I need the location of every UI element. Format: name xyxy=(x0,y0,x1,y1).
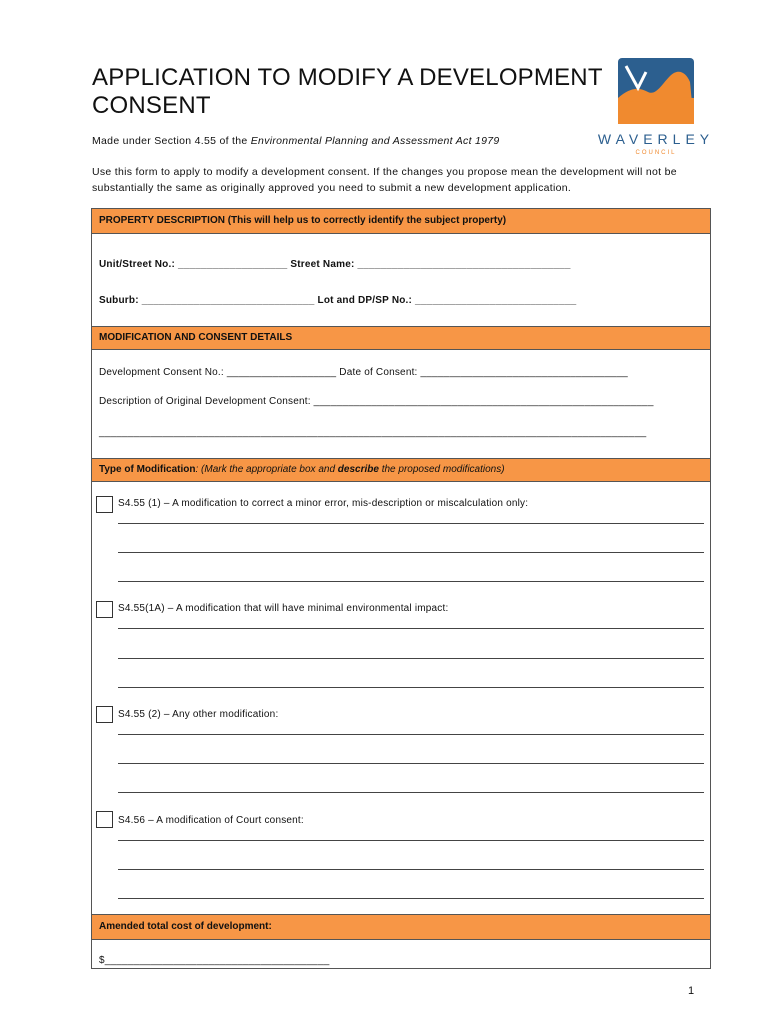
made-under-prefix: Made under Section 4.55 of the xyxy=(92,135,251,147)
waverley-logo-icon xyxy=(618,58,694,124)
original-consent-description-line[interactable]: _______________________________________________________________________________________________ xyxy=(99,427,647,438)
cost-section-header: Amended total cost of development: xyxy=(92,914,710,940)
option-3-label: S4.55 (2) – Any other modification: xyxy=(118,709,279,720)
type-heading-bold: Type of Modification xyxy=(99,464,196,475)
consent-number-date-field[interactable]: Development Consent No.: ___________________ Date of Consent: ____________________________________ xyxy=(99,367,628,378)
logo-wordmark: WAVERLEY xyxy=(597,131,715,147)
type-section-header xyxy=(92,458,710,482)
option-4-line[interactable] xyxy=(118,840,704,841)
option-2-line[interactable] xyxy=(118,687,704,688)
waverley-council-logo xyxy=(596,58,716,158)
option-1-checkbox[interactable] xyxy=(96,496,113,513)
option-3-line[interactable] xyxy=(118,792,704,793)
option-3-checkbox[interactable] xyxy=(96,706,113,723)
intro-text: Use this form to apply to modify a development consent. If the changes you propose mean the development will not be substantially the same as originally approved you need to submit a new development application. xyxy=(92,166,677,194)
application-form xyxy=(91,208,711,969)
option-4-line[interactable] xyxy=(118,869,704,870)
act-name: Environmental Planning and Assessment Act 1979 xyxy=(250,135,500,147)
option-2-line[interactable] xyxy=(118,658,704,659)
option-3-line[interactable] xyxy=(118,763,704,764)
option-3-line[interactable] xyxy=(118,734,704,735)
option-4-checkbox[interactable] xyxy=(96,811,113,828)
option-4-line[interactable] xyxy=(118,898,704,899)
option-1-line[interactable] xyxy=(118,552,704,553)
option-1-line[interactable] xyxy=(118,523,704,524)
type-heading-post: the proposed modifications) xyxy=(378,464,505,475)
page-number: 1 xyxy=(688,985,695,997)
option-1-label: S4.55 (1) – A modification to correct a minor error, mis-description or miscalculation only: xyxy=(118,498,529,509)
option-4-label: S4.56 – A modification of Court consent: xyxy=(118,815,304,826)
type-heading-describe: describe xyxy=(337,464,379,475)
option-2-line[interactable] xyxy=(118,628,704,629)
type-heading-pre: : (Mark the appropriate box and xyxy=(195,464,338,475)
logo-subtitle: COUNCIL xyxy=(635,150,677,156)
suburb-lot-field[interactable]: Suburb: ______________________________ Lot and DP/SP No.: ____________________________ xyxy=(99,295,577,306)
consent-section-header: MODIFICATION AND CONSENT DETAILS xyxy=(92,326,710,350)
page-title: APPLICATION TO MODIFY A DEVELOPMENT CONSENT xyxy=(92,64,603,119)
option-1-line[interactable] xyxy=(118,581,704,582)
street-address-field[interactable]: Unit/Street No.: ___________________ Street Name: _____________________________________ xyxy=(99,259,571,270)
property-section-header: PROPERTY DESCRIPTION (This will help us to correctly identify the subject property) xyxy=(92,208,710,234)
amended-cost-field[interactable]: $_______________________________________ xyxy=(99,955,330,966)
made-under-text xyxy=(92,135,500,147)
option-2-label: S4.55(1A) – A modification that will have minimal environmental impact: xyxy=(118,603,449,614)
option-2-checkbox[interactable] xyxy=(96,601,113,618)
original-consent-description-field[interactable]: Description of Original Development Consent: ___________________________________________________________ xyxy=(99,396,654,407)
